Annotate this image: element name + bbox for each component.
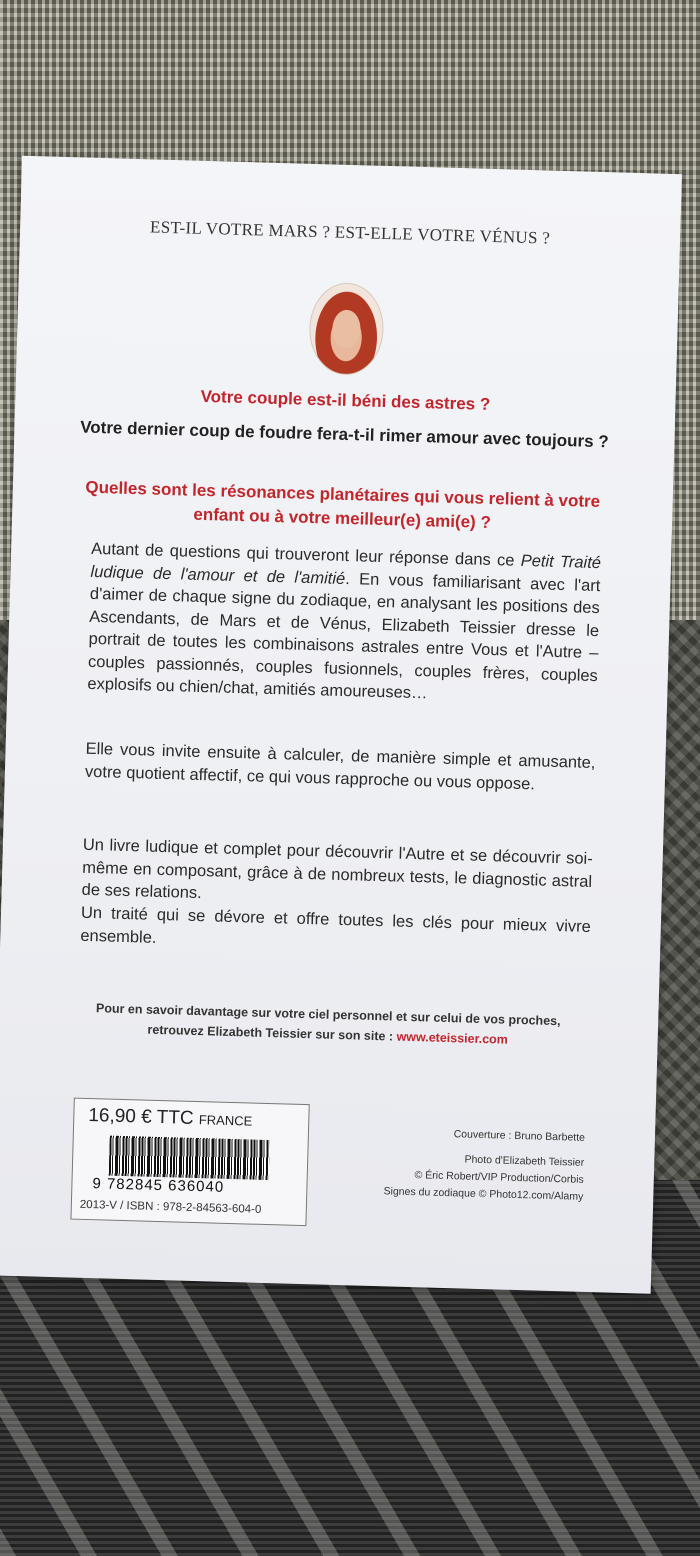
paragraph-1 (87, 538, 601, 710)
paragraph-4: Un traité qui se dévore et offre toutes les clés pour mieux vivre ensemble. (80, 903, 592, 947)
credit-cover: Couverture : Bruno Barbette (453, 1128, 586, 1144)
question-1: Votre couple est-il béni des astres ? (200, 386, 491, 414)
credit-photo-1: Photo d'Elizabeth Teissier (464, 1153, 585, 1169)
question-2: Votre dernier coup de foudre fera-t-il rimer amour avec toujours ? (79, 417, 609, 452)
book-back-cover (0, 156, 682, 1294)
image-credits (353, 1123, 585, 1205)
paragraph-3: Un livre ludique et complet pour découvrir l'Autre et se découvrir soi-même en composant, grâce à de nombreux tests, le diagnostic astral de ses relations. (81, 835, 593, 903)
paragraph-1-start: Autant de questions qui trouveront leur réponse dans ce (90, 539, 522, 570)
credit-zodiac: Signes du zodiaque © Photo12.com/Alamy (383, 1185, 584, 1203)
barcode (109, 1136, 270, 1180)
isbn-text: 2013-V / ISBN : 978-2-84563-604-0 (79, 1198, 262, 1216)
author-face (332, 310, 361, 349)
book-title: Petit Traité ludique de l'amour et de l'amitié (90, 551, 602, 588)
cover-tagline: EST-IL VOTRE MARS ? EST-ELLE VOTRE VÉNUS ? (149, 217, 551, 248)
paragraph-2: Elle vous invite ensuite à calculer, de manière simple et amusante, votre quotient affectif, ce qui vous rapproche ou vous oppose. (84, 739, 596, 793)
price-box (70, 1098, 309, 1227)
website-url: www.eteissier.com (396, 1029, 509, 1047)
price-label (88, 1105, 253, 1132)
price-country: FRANCE (198, 1112, 253, 1129)
author-portrait (308, 282, 385, 376)
price-value: 16,90 € TTC (88, 1105, 194, 1129)
paragraph-1-end: . En vous familiarisant avec l'art d'aimer de chaque signe du zodiaque, en analysant les positions des Ascendants, de Mars et de Vénus, Elizabeth Teissier dresse le portrait de toutes les combinaisons astrales entre Vous et l'Autre – couples passionnés, couples fusionnels, couples frères, couples explosifs ou chien/chat, amitiés amoureuses… (87, 569, 601, 703)
ean-number: 9 782845 636040 (92, 1175, 225, 1196)
credit-photo-2: © Éric Robert/VIP Production/Corbis (414, 1169, 584, 1186)
website-line-1: Pour en savoir davantage sur votre ciel personnel et sur celui de vos proches, (95, 1001, 561, 1029)
website-line-2-text: retrouvez Elizabeth Teissier sur son site : (147, 1022, 397, 1044)
website-notice (88, 998, 569, 1051)
question-3: Quelles sont les résonances planétaires qui vous relient à votre enfant ou à votre meilleur(e) ami(e) ? (85, 477, 601, 533)
